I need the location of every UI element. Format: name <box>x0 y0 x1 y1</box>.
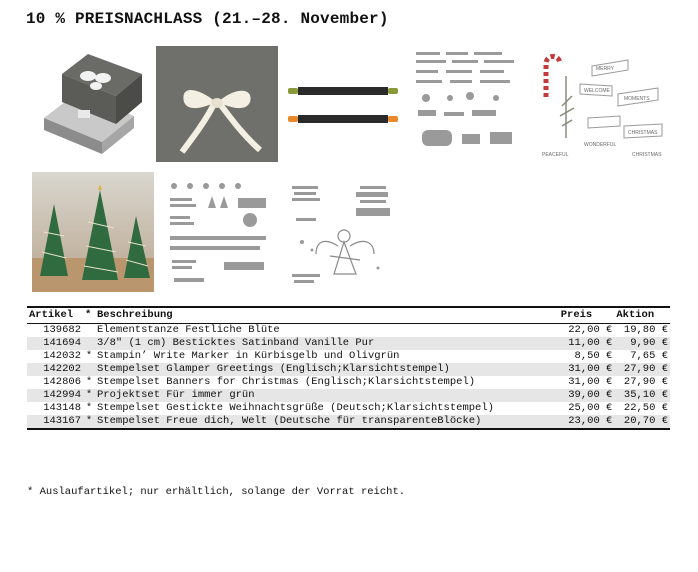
article-cell: 143167 <box>43 415 81 427</box>
price-cell: 25,00 € <box>568 402 613 414</box>
table-row <box>27 415 670 429</box>
price-cell: 23,00 € <box>568 415 613 427</box>
discontinued-mark-cell: * <box>85 389 93 401</box>
column-header-article: Artikel <box>29 309 74 321</box>
column-header-price: Preis <box>560 309 593 321</box>
column-header-mark: * <box>85 309 92 321</box>
description-cell: Stempelset Gestickte Weihnachtsgrüße (Deutsch;Klarsichtstempel) <box>97 402 494 414</box>
table-row <box>27 389 670 402</box>
article-cell: 142032 <box>43 350 81 362</box>
banner-word-merry: MERRY <box>596 66 614 72</box>
product-image-trees-project <box>32 172 154 292</box>
banner-word-christmas: CHRISTMAS <box>628 130 658 136</box>
discontinued-mark-cell <box>83 324 95 338</box>
article-cell: 142806 <box>43 376 81 388</box>
table-row <box>27 402 670 415</box>
product-image-banners-stamps <box>532 46 672 162</box>
discontinued-mark-cell: * <box>85 415 93 427</box>
article-cell: 141694 <box>43 337 81 349</box>
article-cell: 142994 <box>43 389 81 401</box>
table-row <box>27 337 670 350</box>
product-image-freue-dich-stamps <box>286 178 398 286</box>
article-cell: 143148 <box>43 402 81 414</box>
action-price-cell: 20,70 € <box>623 415 668 427</box>
article-cell: 142202 <box>43 363 81 375</box>
table-row <box>27 376 670 389</box>
banner-word-welcome: WELCOME <box>584 88 610 94</box>
articles-table <box>27 306 670 430</box>
table-row <box>27 324 670 338</box>
product-image-punch <box>30 46 150 156</box>
action-price-cell: 7,65 € <box>630 350 668 362</box>
description-cell: Stampin’ Write Marker in Kürbisgelb und Olivgrün <box>97 350 400 362</box>
action-price-cell: 9,90 € <box>630 337 668 349</box>
action-price-cell: 35,10 € <box>623 389 668 401</box>
discontinued-mark-cell <box>83 363 95 376</box>
action-price-cell: 27,90 € <box>623 376 668 388</box>
banner-word-moments: MOMENTS <box>624 96 650 102</box>
action-price-cell: 19,80 € <box>623 324 668 336</box>
banner-word-peaceful: PEACEFUL <box>542 152 569 158</box>
product-image-weihnachtsgruesse-stamps <box>164 176 276 292</box>
action-price-cell: 22,50 € <box>623 402 668 414</box>
discontinued-mark-cell <box>83 337 95 350</box>
price-cell: 8,50 € <box>574 350 613 362</box>
action-price-cell: 27,90 € <box>623 363 668 375</box>
article-cell: 139682 <box>43 324 81 336</box>
table-row <box>27 363 670 376</box>
table-header-row <box>27 307 670 324</box>
description-cell: 3/8" (1 cm) Besticktes Satinband Vanille Pur <box>97 337 375 349</box>
column-header-action: Aktion <box>616 309 655 321</box>
description-cell: Elementstanze Festliche Blüte <box>97 324 280 336</box>
page-title: 10 % PREISNACHLASS (21.–28. November) <box>26 10 389 28</box>
table-row <box>27 350 670 363</box>
banner-word-christmas-2: CHRISTMAS <box>632 152 662 158</box>
banner-word-wonderful: WONDERFUL <box>584 142 617 148</box>
price-cell: 22,00 € <box>568 324 613 336</box>
description-cell: Stempelset Banners for Christmas (Englisch;Klarsichtstempel) <box>97 376 476 388</box>
column-header-description: Beschreibung <box>97 309 173 321</box>
discontinued-mark-cell: * <box>85 350 93 362</box>
footnote: * Auslaufartikel; nur erhältlich, solange der Vorrat reicht. <box>27 486 406 498</box>
price-cell: 31,00 € <box>568 376 613 388</box>
description-cell: Stempelset Glamper Greetings (Englisch;Klarsichtstempel) <box>97 363 450 375</box>
price-cell: 39,00 € <box>568 389 613 401</box>
price-cell: 31,00 € <box>568 363 613 375</box>
discontinued-mark-cell: * <box>85 376 93 388</box>
product-image-ribbon <box>156 46 278 162</box>
product-image-markers <box>286 80 400 130</box>
price-cell: 11,00 € <box>568 337 613 349</box>
description-cell: Stempelset Freue dich, Welt (Deutsche für transparenteBlöcke) <box>97 415 482 427</box>
discontinued-mark-cell: * <box>85 402 93 414</box>
description-cell: Projektset Für immer grün <box>97 389 255 401</box>
product-image-glamper-stamps <box>410 46 522 160</box>
